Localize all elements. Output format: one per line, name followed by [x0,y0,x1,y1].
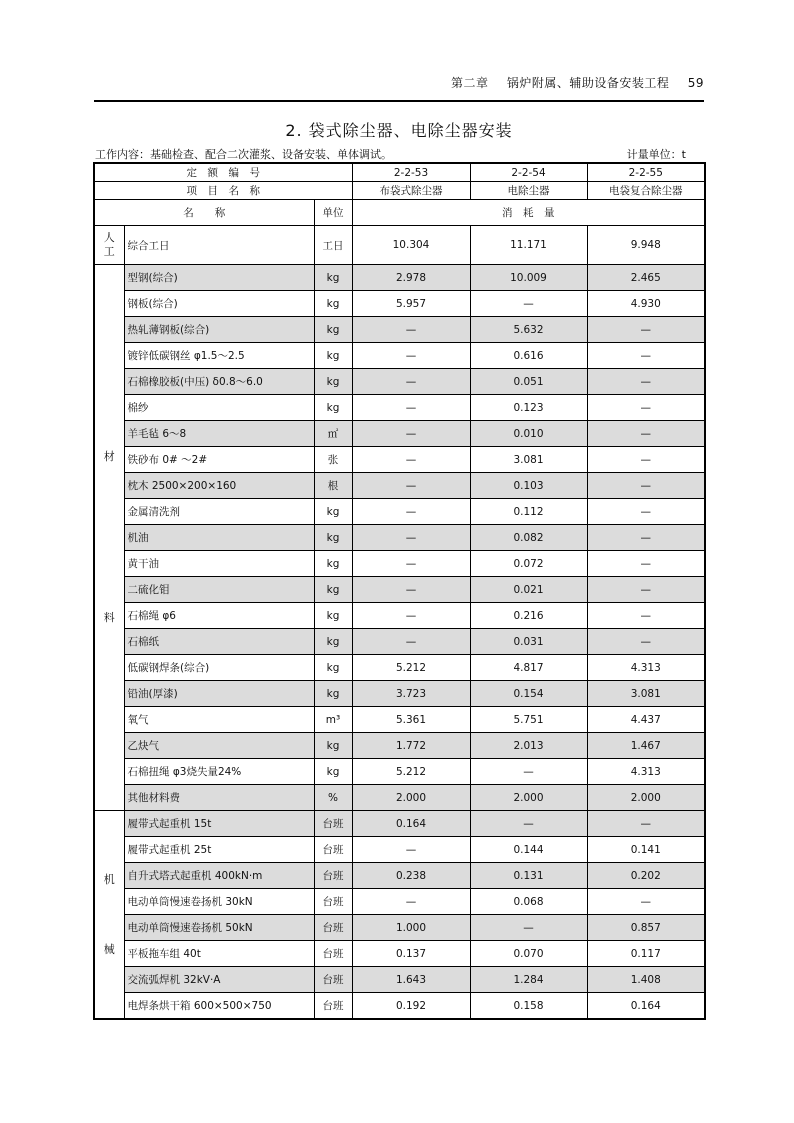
value-cell: 0.051 [470,369,587,395]
value-cell: 4.817 [470,655,587,681]
value-cell: 0.202 [587,863,705,889]
value-cell: — [587,551,705,577]
chapter-title: 锅炉附属、辅助设备安装工程 [506,76,670,90]
value-cell: — [352,343,470,369]
value-cell: — [587,811,705,837]
page-number: 59 [687,76,704,90]
value-cell: 0.164 [352,811,470,837]
value-cell: — [352,603,470,629]
value-cell: 4.930 [587,291,705,317]
row-name-cell: 电动单筒慢速卷扬机 50kN [124,915,314,941]
row-unit-cell: kg [314,603,352,629]
table-row [94,941,705,967]
row-unit-cell: 根 [314,473,352,499]
row-name-cell: 铁砂布 0# ～2# [124,447,314,473]
table-row [94,811,705,837]
table-row [94,759,705,785]
row-unit-cell: kg [314,265,352,291]
value-cell: — [587,889,705,915]
table-row [94,525,705,551]
row-name-cell: 钢板(综合) [124,291,314,317]
row-name-cell: 羊毛毡 6～8 [124,421,314,447]
table-row [94,499,705,525]
table-row [94,343,705,369]
row-unit-cell: kg [314,655,352,681]
value-cell: 1.643 [352,967,470,993]
row-unit-cell: 台班 [314,967,352,993]
row-unit-cell: 台班 [314,889,352,915]
item-name: 电袋复合除尘器 [587,182,705,200]
value-cell: 0.068 [470,889,587,915]
value-cell: 10.009 [470,265,587,291]
row-name-cell: 乙炔气 [124,733,314,759]
value-cell: — [587,603,705,629]
row-name-cell: 自升式塔式起重机 400kN·m [124,863,314,889]
value-cell: 0.082 [470,525,587,551]
value-cell: 4.437 [587,707,705,733]
table-row [94,967,705,993]
table-row [94,629,705,655]
value-cell: 0.141 [587,837,705,863]
value-cell: 0.031 [470,629,587,655]
column-header-row [94,200,705,226]
item-name: 布袋式除尘器 [352,182,470,200]
value-cell: — [587,577,705,603]
value-cell: 9.948 [587,226,705,265]
table-row [94,655,705,681]
value-cell: 0.112 [470,499,587,525]
row-unit-cell: kg [314,317,352,343]
unit-column-header: 单位 [314,200,352,226]
row-unit-cell: ㎡ [314,421,352,447]
value-cell: — [587,395,705,421]
value-cell: 0.010 [470,421,587,447]
table-row [94,681,705,707]
row-unit-cell: kg [314,291,352,317]
value-cell: — [470,811,587,837]
value-cell: 2.013 [470,733,587,759]
unit-label: 计量单位：t [626,148,686,161]
row-name-cell: 石棉扭绳 φ3烧失量24% [124,759,314,785]
value-cell: 0.144 [470,837,587,863]
item-name: 电除尘器 [470,182,587,200]
table-row [94,369,705,395]
row-unit-cell: 工日 [314,226,352,265]
row-name-cell: 镀锌低碳钢丝 φ1.5～2.5 [124,343,314,369]
row-unit-cell: kg [314,369,352,395]
row-unit-cell: 张 [314,447,352,473]
value-cell: — [587,421,705,447]
value-cell: 0.117 [587,941,705,967]
category-char: 料 [103,611,115,624]
value-cell: 11.171 [470,226,587,265]
table-row [94,603,705,629]
row-name-cell: 氧气 [124,707,314,733]
row-name-cell: 石棉纸 [124,629,314,655]
row-unit-cell: 台班 [314,863,352,889]
row-unit-cell: kg [314,629,352,655]
row-unit-cell: 台班 [314,837,352,863]
quota-code-row [94,163,705,182]
row-unit-cell: kg [314,499,352,525]
row-unit-cell: 台班 [314,941,352,967]
category-char: 械 [103,942,115,956]
consumption-column-header: 消 耗 量 [352,200,705,226]
value-cell: 5.957 [352,291,470,317]
row-name-cell: 低碳钢焊条(综合) [124,655,314,681]
table-row [94,733,705,759]
materials-category-cell [94,265,124,811]
item-label: 项 目 名 称 [94,182,352,200]
quota-code: 2-2-55 [587,163,705,182]
row-name-cell: 电焊条烘干箱 600×500×750 [124,993,314,1020]
value-cell: — [587,525,705,551]
value-cell: 0.616 [470,343,587,369]
row-unit-cell: kg [314,343,352,369]
row-unit-cell: kg [314,733,352,759]
value-cell: 0.216 [470,603,587,629]
row-name-cell: 交流弧焊机 32kV·A [124,967,314,993]
quota-code: 2-2-54 [470,163,587,182]
value-cell: — [470,291,587,317]
table-row [94,317,705,343]
row-name-cell: 电动单筒慢速卷扬机 30kN [124,889,314,915]
value-cell: — [587,317,705,343]
value-cell: 5.212 [352,759,470,785]
value-cell: 2.465 [587,265,705,291]
work-content: 工作内容：基础检查、配合二次灌浆、设备安装、单体调试。 [95,148,392,161]
row-name-cell: 型钢(综合) [124,265,314,291]
value-cell: 0.154 [470,681,587,707]
table-row [94,447,705,473]
value-cell: — [352,369,470,395]
value-cell: 3.081 [587,681,705,707]
row-unit-cell: kg [314,525,352,551]
row-unit-cell: 台班 [314,915,352,941]
value-cell: 0.072 [470,551,587,577]
row-name-cell: 黄干油 [124,551,314,577]
value-cell: 0.164 [587,993,705,1020]
table-row [94,889,705,915]
category-char: 机 [103,872,115,886]
table-row [94,863,705,889]
value-cell: 10.304 [352,226,470,265]
row-unit-cell: kg [314,759,352,785]
chapter-number: 第二章 [451,76,489,90]
page-header [0,74,704,91]
value-cell: 0.021 [470,577,587,603]
value-cell: 0.158 [470,993,587,1020]
value-cell: — [587,629,705,655]
value-cell: — [587,343,705,369]
row-unit-cell: 台班 [314,811,352,837]
value-cell: 5.212 [352,655,470,681]
value-cell: 1.467 [587,733,705,759]
value-cell: 4.313 [587,759,705,785]
row-unit-cell: kg [314,577,352,603]
value-cell: — [587,473,705,499]
table-row [94,473,705,499]
category-char: 工 [103,245,115,258]
quota-code: 2-2-53 [352,163,470,182]
value-cell: 3.723 [352,681,470,707]
item-name-row [94,182,705,200]
category-char: 人 [103,231,115,244]
value-cell: 2.978 [352,265,470,291]
table-row [94,395,705,421]
value-cell: 1.772 [352,733,470,759]
value-cell: — [587,447,705,473]
name-column-header: 名 称 [94,200,314,226]
row-name-cell: 金属清洗剂 [124,499,314,525]
value-cell: 0.238 [352,863,470,889]
value-cell: — [352,447,470,473]
value-cell: — [470,759,587,785]
row-unit-cell: 台班 [314,993,352,1020]
row-name-cell: 平板拖车组 40t [124,941,314,967]
value-cell: 3.081 [470,447,587,473]
value-cell: 5.632 [470,317,587,343]
row-name-cell: 铅油(厚漆) [124,681,314,707]
category-char: 材 [103,450,115,463]
value-cell: 5.751 [470,707,587,733]
value-cell: 0.123 [470,395,587,421]
section-title: 2. 袋式除尘器、电除尘器安装 [285,121,513,140]
table-row [94,577,705,603]
table-row [94,551,705,577]
row-unit-cell: % [314,785,352,811]
machinery-category-cell [94,811,124,1020]
row-unit-cell: kg [314,681,352,707]
row-name-cell: 石棉橡胶板(中压) δ0.8～6.0 [124,369,314,395]
row-name-cell: 热轧薄钢板(综合) [124,317,314,343]
row-name-cell: 履带式起重机 15t [124,811,314,837]
value-cell: 1.000 [352,915,470,941]
table-row [94,837,705,863]
value-cell: — [352,837,470,863]
value-cell: — [470,915,587,941]
row-unit-cell: m³ [314,707,352,733]
row-name-cell: 二硫化钼 [124,577,314,603]
value-cell: — [352,473,470,499]
row-name-cell: 枕木 2500×200×160 [124,473,314,499]
value-cell: — [352,395,470,421]
quota-table [93,162,706,1020]
table-row [94,421,705,447]
value-cell: 0.103 [470,473,587,499]
value-cell: 0.192 [352,993,470,1020]
table-row [94,226,705,265]
value-cell: — [352,499,470,525]
table-row [94,291,705,317]
value-cell: — [352,889,470,915]
value-cell: — [352,629,470,655]
row-name-cell: 棉纱 [124,395,314,421]
table-row [94,707,705,733]
value-cell: 5.361 [352,707,470,733]
value-cell: — [352,577,470,603]
header-rule [94,100,704,102]
value-cell: — [587,369,705,395]
value-cell: 0.131 [470,863,587,889]
value-cell: — [352,421,470,447]
row-name-cell: 石棉绳 φ6 [124,603,314,629]
table-row [94,915,705,941]
value-cell: 0.857 [587,915,705,941]
value-cell: — [352,551,470,577]
table-row [94,785,705,811]
value-cell: — [352,317,470,343]
value-cell: 2.000 [352,785,470,811]
table-row [94,993,705,1020]
value-cell: 2.000 [587,785,705,811]
value-cell: 0.137 [352,941,470,967]
value-cell: — [352,525,470,551]
value-cell: — [587,499,705,525]
row-unit-cell: kg [314,551,352,577]
value-cell: 4.313 [587,655,705,681]
row-name-cell: 其他材料费 [124,785,314,811]
row-name-cell: 履带式起重机 25t [124,837,314,863]
value-cell: 1.284 [470,967,587,993]
labor-category-cell [94,226,124,265]
row-name-cell: 机油 [124,525,314,551]
row-unit-cell: kg [314,395,352,421]
value-cell: 2.000 [470,785,587,811]
value-cell: 0.070 [470,941,587,967]
quota-label: 定 额 编 号 [94,163,352,182]
value-cell: 1.408 [587,967,705,993]
table-row [94,265,705,291]
row-name-cell: 综合工日 [124,226,314,265]
